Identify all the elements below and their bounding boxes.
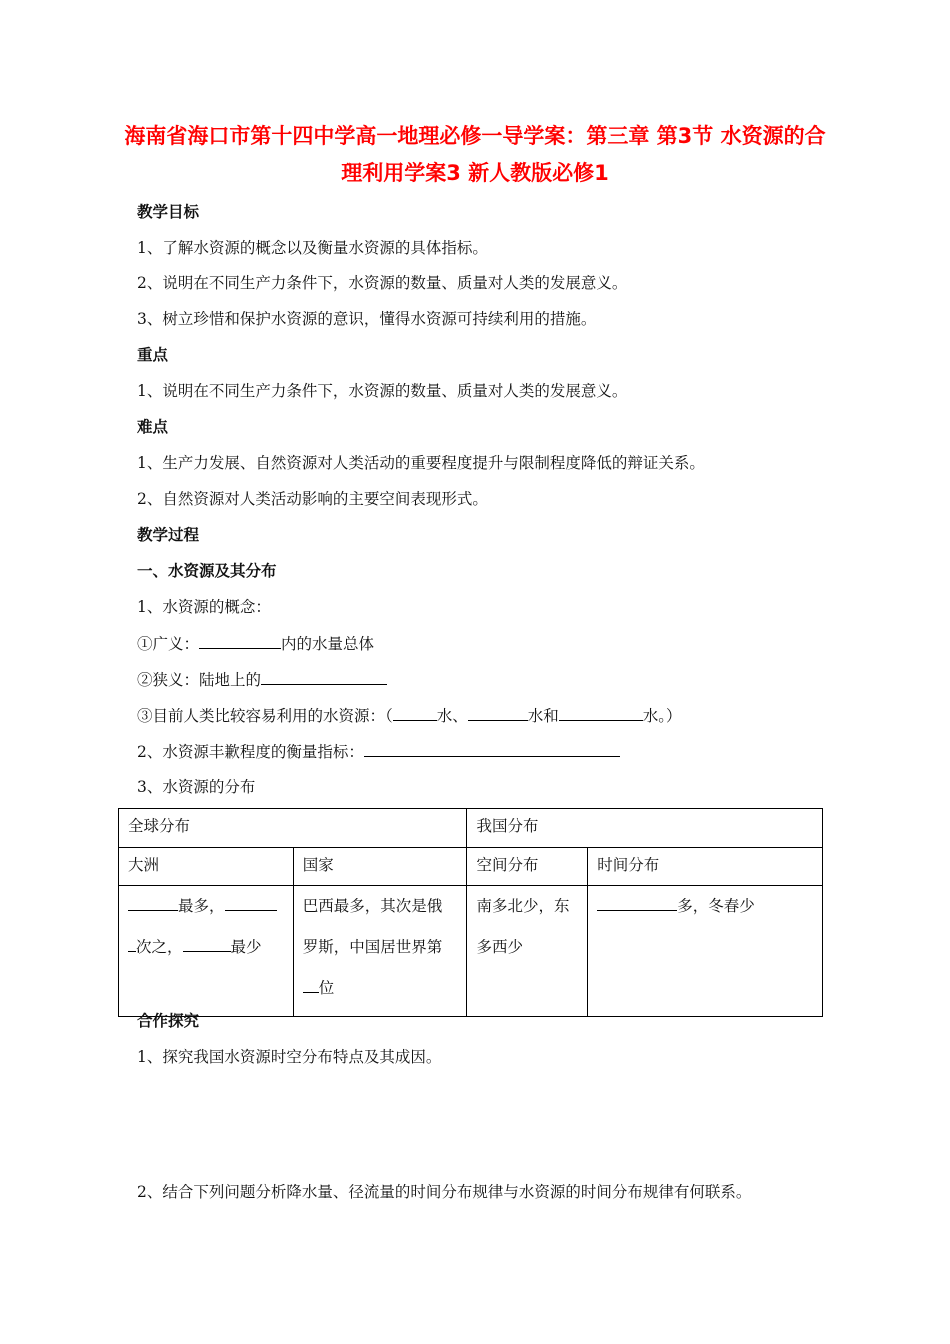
key-heading: 重点 — [137, 346, 169, 364]
difficult-item: 2、自然资源对人类活动影响的主要空间表现形式。 — [137, 490, 488, 508]
table-header-global: 全球分布 — [119, 809, 467, 848]
continent-blank-3[interactable] — [183, 936, 231, 952]
current-word-1: 水、 — [436, 707, 468, 725]
table-header-country: 国家 — [293, 848, 467, 886]
coop-heading: 合作探究 — [137, 1012, 200, 1030]
difficult-heading: 难点 — [137, 418, 169, 436]
current-usable-water — [137, 705, 682, 726]
objective-item: 3、树立珍惜和保护水资源的意识，懂得水资源可持续利用的措施。 — [137, 310, 597, 328]
measure-indicator — [137, 741, 620, 762]
continent-most: 最多， — [178, 897, 225, 915]
current-prefix: ③目前人类比较容易利用的水资源：（ — [137, 707, 393, 725]
objectives-heading: 教学目标 — [137, 203, 200, 221]
temporal-blank[interactable] — [597, 895, 677, 911]
table-header-continent: 大洲 — [119, 848, 294, 886]
current-blank-2[interactable] — [468, 705, 528, 721]
part1-heading: 一、水资源及其分布 — [137, 562, 277, 580]
current-word-3: 水。） — [642, 707, 682, 725]
broad-suffix: 内的水量总体 — [281, 635, 375, 653]
table-header-spatial: 空间分布 — [467, 848, 588, 886]
narrow-definition — [137, 669, 387, 690]
country-line-1: 巴西最多，其次是俄 — [302, 897, 443, 915]
objective-item: 2、说明在不同生产力条件下，水资源的数量、质量对人类的发展意义。 — [137, 274, 628, 292]
broad-prefix: ①广义： — [137, 635, 200, 653]
continent-cell — [119, 886, 294, 1017]
current-blank-1[interactable] — [393, 705, 437, 721]
current-blank-3[interactable] — [559, 705, 643, 721]
difficult-item: 1、生产力发展、自然资源对人类活动的重要程度提升与限制程度降低的辩证关系。 — [137, 454, 705, 472]
narrow-prefix: ②狭义：陆地上的 — [137, 671, 262, 689]
temporal-cell — [588, 886, 823, 1017]
coop-question-2: 2、结合下列问题分析降水量、径流量的时间分布规律与水资源的时间分布规律有何联系。 — [137, 1183, 752, 1201]
narrow-blank[interactable] — [261, 669, 387, 685]
country-line-2: 罗斯，中国居世界第 — [302, 938, 443, 956]
country-rank-blank[interactable] — [303, 977, 319, 993]
table-header-temporal: 时间分布 — [588, 848, 823, 886]
spatial-line-2: 多西少 — [476, 938, 523, 956]
continent-blank-2[interactable] — [225, 895, 277, 911]
continent-blank-1[interactable] — [128, 895, 178, 911]
current-word-2: 水和 — [527, 707, 559, 725]
continent-second: 次之， — [136, 938, 183, 956]
concept-label: 1、水资源的概念： — [137, 598, 271, 616]
broad-blank[interactable] — [199, 633, 281, 649]
temporal-suffix: 多，冬春少 — [677, 897, 755, 915]
spatial-cell — [467, 886, 588, 1017]
distribution-label: 3、水资源的分布 — [137, 778, 256, 796]
coop-question-1: 1、探究我国水资源时空分布特点及其成因。 — [137, 1048, 442, 1066]
process-heading: 教学过程 — [137, 526, 200, 544]
spatial-line-1: 南多北少，东 — [476, 897, 570, 915]
table-header-china: 我国分布 — [467, 809, 823, 848]
continent-blank-2-cont[interactable] — [128, 936, 136, 952]
key-item: 1、说明在不同生产力条件下，水资源的数量、质量对人类的发展意义。 — [137, 382, 628, 400]
document-title: 海南省海口市第十四中学高一地理必修一导学案：第三章 第3节 水资源的合理利用学案3 新人教版必修1 — [124, 124, 826, 185]
measure-blank[interactable] — [364, 741, 620, 757]
distribution-table — [118, 808, 823, 1017]
country-suffix: 位 — [318, 979, 335, 997]
objective-item: 1、了解水资源的概念以及衡量水资源的具体指标。 — [137, 239, 488, 257]
broad-definition — [137, 633, 374, 654]
continent-least: 最少 — [230, 938, 262, 956]
country-cell — [293, 886, 467, 1017]
measure-label: 2、水资源丰歉程度的衡量指标： — [137, 743, 364, 761]
